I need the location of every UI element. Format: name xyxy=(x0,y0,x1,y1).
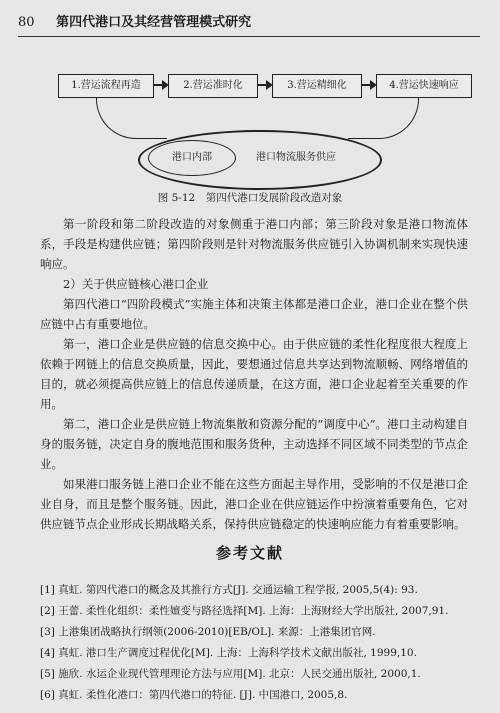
page-number: 80 xyxy=(18,15,35,30)
header-rule xyxy=(18,36,480,37)
outer-label: 港口物流服务供应 xyxy=(256,152,336,163)
arrow-1 xyxy=(154,84,164,86)
page-header xyxy=(18,12,478,38)
paragraph-1: 第一阶段和第二阶段改造的对象侧重于港口内部；第三阶段对象是港口物流体系，手段是构建供应链；第四阶段则是针对物流服务供应链引入协调机制来实现快速响应。 xyxy=(40,217,468,271)
reference-item: [5] 施欣. 水运企业现代管理理论方法与应用[M]. 北京：人民交通出版社, 2000,1. xyxy=(40,668,421,680)
reference-item: [4] 真虹. 港口生产调度过程优化[M]. 上海：上海科学技术文献出版社, 1999,10. xyxy=(40,647,417,659)
subheading: 2）关于供应链核心港口企业 xyxy=(63,277,209,291)
figure-caption: 图 5-12 第四代港口发展阶段改造对象 xyxy=(157,192,343,204)
connector-left xyxy=(96,98,167,139)
paragraph-2: 第四代港口“四阶段模式”实施主体和决策主体都是港口企业，港口企业在整个供应链中占有重要地位。 xyxy=(40,297,468,331)
stage-box-2: 2.营运准时化 xyxy=(168,74,258,98)
reference-item: [2] 王蕾. 柔性化组织：柔性嬗变与路径选择[M]. 上海：上海财经大学出版社, 2007,91. xyxy=(40,605,449,617)
inner-ellipse: 港口内部 xyxy=(148,140,236,176)
stage-box-3: 3.营运精细化 xyxy=(272,74,362,98)
references-list xyxy=(40,580,480,706)
body-text xyxy=(40,214,468,534)
paragraph-4: 第二，港口企业是供应链上物流集散和资源分配的“调度中心”。港口主动构建自身的服务链，决定自身的腹地范围和服务货种，主动选择不同区域不同类型的节点企业。 xyxy=(40,417,468,471)
reference-item: [6] 真虹. 柔性化港口：第四代港口的特征. [J]. 中国港口, 2005,8. xyxy=(40,689,348,701)
paragraph-3: 第一，港口企业是供应链的信息交换中心。由于供应链的柔性化程度很大程度上依赖于网链上的信息交换质量，因此，要想通过信息共享达到物流顺畅、网络增值的目的，就必须提高供应链上的信息传递质量，在这方面，港口企业起着至关重要的作用。 xyxy=(40,337,468,411)
stage-box-1: 1.营运流程再造 xyxy=(58,74,154,98)
paragraph-5: 如果港口服务链上港口企业不能在这些方面起主导作用，受影响的不仅是港口企业自身，而且是整个服务链。因此，港口企业在供应链运作中扮演着重要角色，它对供应链节点企业形成长期战略关系，保持供应链稳定的快速响应能力有着重要影响。 xyxy=(40,477,468,531)
references-title: 参考文献 xyxy=(215,544,284,562)
arrow-3 xyxy=(362,84,372,86)
figure-5-12 xyxy=(58,64,478,194)
stage-box-4: 4.营运快速响应 xyxy=(376,74,472,98)
connector-right xyxy=(348,98,419,139)
book-title: 第四代港口及其经营管理模式研究 xyxy=(56,15,252,30)
reference-item: [3] 上港集团战略执行纲领(2006-2010)[EB/OL]. 来源：上港集团官网. xyxy=(40,626,376,638)
arrow-2 xyxy=(258,84,268,86)
reference-item: [1] 真虹. 第四代港口的概念及其推行方式[J]. 交通运输工程学报, 2005,5(4): 93. xyxy=(40,584,418,596)
